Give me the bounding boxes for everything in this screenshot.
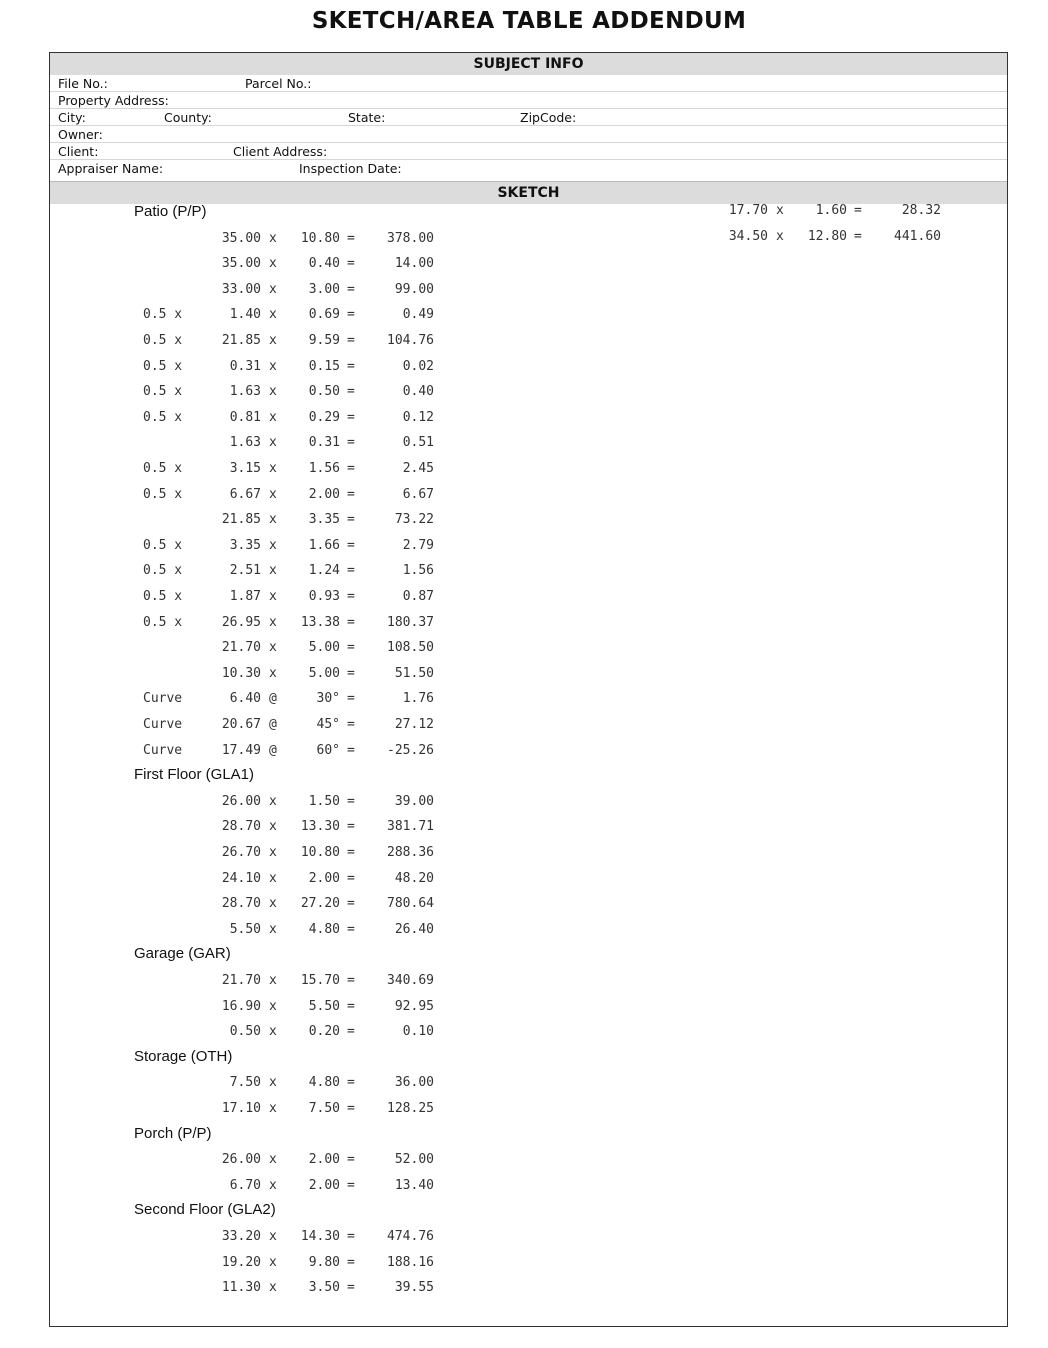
calc-dimension-a: 28.70 (221, 896, 261, 912)
calc-operator: x (269, 870, 277, 886)
calc-dimension-a: 26.00 (221, 1152, 261, 1168)
calc-result: 0.10 (402, 1024, 434, 1040)
calc-prefix: 0.5 x (143, 409, 183, 425)
calc-prefix: 0.5 x (143, 486, 183, 502)
state-label: State: (348, 110, 386, 125)
equals-sign: = (347, 896, 355, 912)
calc-result: 0.02 (402, 358, 434, 374)
calc-line (143, 1255, 443, 1271)
zipcode-label: ZipCode: (520, 110, 577, 125)
calc-dimension-b: 0.50 (308, 384, 340, 400)
calc-result: 1.76 (402, 691, 434, 707)
calc-dimension-b: 0.93 (308, 589, 340, 604)
calc-dimension-b: 1.50 (308, 793, 340, 809)
calc-line (143, 922, 443, 938)
calc-dimension-b: 1.24 (308, 563, 340, 579)
calc-operator: x (269, 1024, 277, 1040)
calc-prefix: 0.5 x (143, 537, 183, 553)
area-label: Patio (P/P) (134, 203, 207, 220)
calc-dimension-a: 28.70 (221, 819, 261, 835)
calc-operator: x (269, 1075, 277, 1091)
calc-operator: x (269, 1152, 277, 1168)
calc-dimension-a: 2.51 (229, 563, 261, 579)
equals-sign: = (347, 998, 355, 1014)
calc-result: 2.79 (402, 537, 434, 553)
calc-operator: @ (269, 742, 277, 758)
equals-sign: = (347, 384, 355, 400)
calc-result: 13.40 (394, 1177, 434, 1193)
calc-line (143, 512, 443, 528)
calc-dimension-a: 19.20 (221, 1254, 261, 1270)
calc-operator: x (269, 1177, 277, 1193)
calc-line (143, 871, 443, 887)
calc-dimension-b: 3.35 (308, 512, 340, 528)
calc-operator: x (269, 921, 277, 937)
calc-result: 340.69 (387, 973, 434, 988)
calc-result: 188.16 (387, 1254, 434, 1270)
property-address-label: Property Address: (58, 93, 169, 108)
owner-label: Owner: (58, 127, 103, 142)
calc-operator: x (269, 1280, 277, 1296)
area-label: Porch (P/P) (134, 1124, 212, 1142)
calc-dimension-b: 27.20 (300, 896, 340, 912)
calc-result: 378.00 (387, 230, 434, 246)
calc-line (143, 487, 443, 503)
calc-line (143, 717, 443, 733)
calc-prefix: Curve (143, 742, 183, 758)
calc-operator: @ (269, 717, 277, 732)
page-title: SKETCH/AREA TABLE ADDENDUM (311, 8, 747, 34)
calc-result: 0.12 (402, 409, 434, 425)
parcel-no-label: Parcel No.: (245, 76, 312, 91)
calc-line (143, 615, 443, 631)
calc-dimension-b: 30° (316, 691, 340, 707)
calc-operator: x (269, 896, 277, 912)
calc-line (143, 794, 443, 810)
equals-sign: = (347, 486, 355, 502)
calc-line (143, 973, 443, 989)
file-no-label: File No.: (58, 76, 108, 91)
calc-result: 28.32 (901, 203, 941, 218)
calc-line (650, 229, 950, 245)
calc-dimension-b: 2.00 (308, 1177, 340, 1193)
calc-line (143, 333, 443, 349)
equals-sign: = (347, 973, 355, 988)
calc-line (143, 743, 443, 759)
calc-operator: x (269, 1229, 277, 1244)
calc-line (143, 256, 443, 272)
equals-sign: = (347, 409, 355, 425)
calc-dimension-b: 1.66 (308, 537, 340, 553)
calc-operator: x (269, 358, 277, 374)
calc-result: 48.20 (394, 870, 434, 886)
calc-result: 26.40 (394, 921, 434, 937)
calc-result: 288.36 (387, 845, 434, 860)
equals-sign: = (347, 281, 355, 297)
area-label: First Floor (GLA1) (134, 766, 255, 784)
calc-prefix: 0.5 x (143, 589, 183, 604)
calc-operator: x (269, 640, 277, 656)
calc-dimension-a: 1.63 (229, 384, 261, 400)
calc-operator: x (269, 537, 277, 553)
equals-sign: = (347, 640, 355, 656)
calc-dimension-a: 17.10 (221, 1101, 261, 1116)
info-row-file (50, 75, 1007, 92)
calc-dimension-b: 60° (316, 742, 340, 758)
calc-operator: x (269, 845, 277, 860)
calc-result: 52.00 (394, 1152, 434, 1168)
calc-operator: x (269, 512, 277, 528)
calc-dimension-a: 20.67 (221, 717, 261, 732)
calc-line (143, 999, 443, 1015)
calc-operator: x (269, 230, 277, 246)
equals-sign: = (347, 537, 355, 553)
calc-dimension-a: 33.20 (221, 1229, 261, 1244)
calc-prefix: 0.5 x (143, 307, 183, 323)
calc-dimension-a: 5.50 (229, 921, 261, 937)
equals-sign: = (347, 921, 355, 937)
calc-operator: x (269, 1254, 277, 1270)
equals-sign: = (854, 203, 862, 218)
calc-operator: @ (269, 691, 277, 707)
calc-dimension-a: 16.90 (221, 998, 261, 1014)
calc-result: 0.49 (402, 307, 434, 323)
equals-sign: = (347, 358, 355, 374)
calc-dimension-a: 21.85 (221, 512, 261, 528)
area-label: Storage (OTH) (134, 1047, 233, 1065)
calc-line (143, 410, 443, 426)
calc-line (143, 384, 443, 400)
calc-dimension-b: 4.80 (308, 921, 340, 937)
calc-line (143, 359, 443, 375)
calc-result: 27.12 (394, 717, 434, 732)
calc-dimension-b: 1.60 (815, 203, 847, 218)
equals-sign: = (347, 614, 355, 630)
calc-result: 39.55 (394, 1280, 434, 1296)
equals-sign: = (347, 589, 355, 604)
calc-dimension-b: 12.80 (807, 228, 847, 244)
calc-operator: x (269, 256, 277, 272)
calc-operator: x (269, 333, 277, 348)
area-label: Garage (GAR) (134, 945, 231, 963)
equals-sign: = (347, 563, 355, 579)
calc-line (143, 640, 443, 656)
subject-info-header: SUBJECT INFO (50, 53, 1007, 75)
calc-result: -25.26 (387, 742, 434, 758)
inspection-date-label: Inspection Date: (299, 161, 402, 176)
calc-operator: x (269, 793, 277, 809)
calc-result: 99.00 (394, 281, 434, 297)
equals-sign: = (347, 845, 355, 860)
info-row-appraiser (50, 160, 1007, 177)
equals-sign: = (347, 793, 355, 809)
equals-sign: = (347, 1101, 355, 1116)
calc-result: 180.37 (387, 614, 434, 630)
calc-operator: x (269, 486, 277, 502)
calc-result: 0.51 (402, 435, 434, 451)
calc-dimension-b: 9.80 (308, 1254, 340, 1270)
calc-line (143, 1178, 443, 1194)
equals-sign: = (347, 307, 355, 323)
equals-sign: = (347, 461, 355, 476)
equals-sign: = (347, 1254, 355, 1270)
calc-operator: x (776, 203, 784, 218)
calc-result: 73.22 (394, 512, 434, 528)
calc-result: 780.64 (387, 896, 434, 912)
calc-result: 39.00 (394, 793, 434, 809)
equals-sign: = (854, 228, 862, 244)
calc-dimension-a: 26.70 (221, 845, 261, 860)
calc-dimension-b: 45° (316, 717, 340, 732)
calc-line (143, 819, 443, 835)
calc-result: 6.67 (402, 486, 434, 502)
calc-dimension-a: 3.35 (229, 537, 261, 553)
client-label: Client: (58, 144, 99, 159)
calc-dimension-a: 35.00 (221, 256, 261, 272)
calc-dimension-a: 0.50 (229, 1024, 261, 1040)
calc-dimension-b: 2.00 (308, 486, 340, 502)
equals-sign: = (347, 435, 355, 451)
calc-prefix: 0.5 x (143, 384, 183, 400)
calc-operator: x (269, 409, 277, 425)
calc-prefix: 0.5 x (143, 614, 183, 630)
calc-dimension-a: 6.70 (229, 1177, 261, 1193)
calc-prefix: 0.5 x (143, 333, 183, 348)
calc-result: 36.00 (394, 1075, 434, 1091)
calc-dimension-b: 13.30 (300, 819, 340, 835)
equals-sign: = (347, 1177, 355, 1193)
area-label: Second Floor (GLA2) (134, 1201, 276, 1219)
calc-dimension-b: 1.56 (308, 461, 340, 476)
calc-dimension-b: 0.69 (308, 307, 340, 323)
calc-dimension-b: 0.40 (308, 256, 340, 272)
calc-line (143, 461, 443, 477)
calc-dimension-a: 33.00 (221, 281, 261, 297)
calc-prefix: Curve (143, 691, 183, 707)
calc-line (143, 282, 443, 298)
calc-operator: x (269, 563, 277, 579)
calc-line (143, 1101, 443, 1117)
calc-result: 51.50 (394, 665, 434, 681)
equals-sign: = (347, 1280, 355, 1296)
client-address-label: Client Address: (233, 144, 328, 159)
calc-result: 128.25 (387, 1101, 434, 1116)
equals-sign: = (347, 512, 355, 528)
calc-operator: x (269, 819, 277, 835)
calc-dimension-a: 21.70 (221, 640, 261, 656)
calc-dimension-b: 14.30 (300, 1229, 340, 1244)
calc-dimension-a: 26.00 (221, 793, 261, 809)
equals-sign: = (347, 1024, 355, 1040)
calc-dimension-b: 0.20 (308, 1024, 340, 1040)
calc-line (143, 1152, 443, 1168)
calc-dimension-b: 5.00 (308, 640, 340, 656)
calc-operator: x (269, 384, 277, 400)
equals-sign: = (347, 1075, 355, 1091)
calc-dimension-b: 15.70 (300, 973, 340, 988)
calc-result: 108.50 (387, 640, 434, 656)
calc-dimension-b: 5.00 (308, 665, 340, 681)
calc-prefix: Curve (143, 717, 183, 732)
calc-dimension-b: 2.00 (308, 1152, 340, 1168)
calc-operator: x (269, 1101, 277, 1116)
calc-dimension-a: 1.40 (229, 307, 261, 323)
info-row-location (50, 109, 1007, 126)
calc-dimension-a: 21.70 (221, 973, 261, 988)
county-label: County: (164, 110, 212, 125)
equals-sign: = (347, 665, 355, 681)
calc-line (650, 203, 950, 219)
calc-dimension-a: 6.40 (229, 691, 261, 707)
calc-result: 0.87 (402, 589, 434, 604)
calc-line (143, 1024, 443, 1040)
calc-dimension-a: 1.87 (229, 589, 261, 604)
calc-line (143, 563, 443, 579)
appraiser-name-label: Appraiser Name: (58, 161, 164, 176)
equals-sign: = (347, 717, 355, 732)
equals-sign: = (347, 1229, 355, 1244)
calc-line (143, 691, 443, 707)
calc-line (143, 538, 443, 554)
calc-dimension-a: 17.49 (221, 742, 261, 758)
calc-dimension-b: 3.00 (308, 281, 340, 297)
calc-dimension-a: 35.00 (221, 230, 261, 246)
equals-sign: = (347, 691, 355, 707)
calc-operator: x (269, 614, 277, 630)
equals-sign: = (347, 333, 355, 348)
calc-result: 441.60 (894, 228, 941, 244)
calc-dimension-a: 17.70 (728, 203, 768, 218)
calc-dimension-b: 5.50 (308, 998, 340, 1014)
calc-operator: x (269, 973, 277, 988)
addendum-frame (49, 52, 1008, 1327)
calc-result: 104.76 (387, 333, 434, 348)
calc-line (143, 1075, 443, 1091)
info-row-client (50, 143, 1007, 160)
calc-prefix: 0.5 x (143, 563, 183, 579)
calc-dimension-a: 34.50 (728, 228, 768, 244)
calc-dimension-b: 10.80 (300, 230, 340, 246)
calc-result: 0.40 (402, 384, 434, 400)
calc-result: 14.00 (394, 256, 434, 272)
calc-dimension-b: 2.00 (308, 870, 340, 886)
calc-dimension-b: 9.59 (308, 333, 340, 348)
calc-operator: x (269, 665, 277, 681)
calc-result: 381.71 (387, 819, 434, 835)
info-row-owner (50, 126, 1007, 143)
calc-dimension-a: 3.15 (229, 461, 261, 476)
calc-result: 1.56 (402, 563, 434, 579)
calc-line (143, 666, 443, 682)
calc-operator: x (269, 435, 277, 451)
calc-dimension-a: 6.67 (229, 486, 261, 502)
equals-sign: = (347, 742, 355, 758)
calc-dimension-b: 13.38 (300, 614, 340, 630)
calc-line (143, 845, 443, 861)
calc-dimension-a: 1.63 (229, 435, 261, 451)
calc-dimension-a: 7.50 (229, 1075, 261, 1091)
calc-dimension-a: 26.95 (221, 614, 261, 630)
calc-operator: x (776, 228, 784, 244)
calc-prefix: 0.5 x (143, 461, 183, 476)
calc-dimension-a: 10.30 (221, 665, 261, 681)
calc-result: 92.95 (394, 998, 434, 1014)
calc-line (143, 307, 443, 323)
info-row-address (50, 92, 1007, 109)
calc-operator: x (269, 589, 277, 604)
calc-dimension-b: 4.80 (308, 1075, 340, 1091)
calc-line (143, 1280, 443, 1296)
calc-dimension-a: 21.85 (221, 333, 261, 348)
city-label: City: (58, 110, 86, 125)
calc-result: 2.45 (402, 461, 434, 476)
calc-dimension-a: 0.31 (229, 358, 261, 374)
calc-prefix: 0.5 x (143, 358, 183, 374)
equals-sign: = (347, 819, 355, 835)
calc-dimension-b: 0.31 (308, 435, 340, 451)
calc-operator: x (269, 998, 277, 1014)
calc-dimension-b: 7.50 (308, 1101, 340, 1116)
calc-line (143, 1229, 443, 1245)
equals-sign: = (347, 256, 355, 272)
calc-dimension-b: 0.29 (308, 409, 340, 425)
equals-sign: = (347, 230, 355, 246)
sketch-header: SKETCH (50, 181, 1007, 204)
calc-line (143, 435, 443, 451)
calc-operator: x (269, 461, 277, 476)
equals-sign: = (347, 870, 355, 886)
equals-sign: = (347, 1152, 355, 1168)
calc-operator: x (269, 281, 277, 297)
calc-dimension-b: 10.80 (300, 845, 340, 860)
calc-line (143, 231, 443, 247)
calc-line (143, 589, 443, 605)
calc-dimension-a: 11.30 (221, 1280, 261, 1296)
calc-result: 474.76 (387, 1229, 434, 1244)
calc-operator: x (269, 307, 277, 323)
calc-dimension-b: 3.50 (308, 1280, 340, 1296)
calc-dimension-b: 0.15 (308, 358, 340, 374)
calc-line (143, 896, 443, 912)
calc-dimension-a: 0.81 (229, 409, 261, 425)
calc-dimension-a: 24.10 (221, 870, 261, 886)
